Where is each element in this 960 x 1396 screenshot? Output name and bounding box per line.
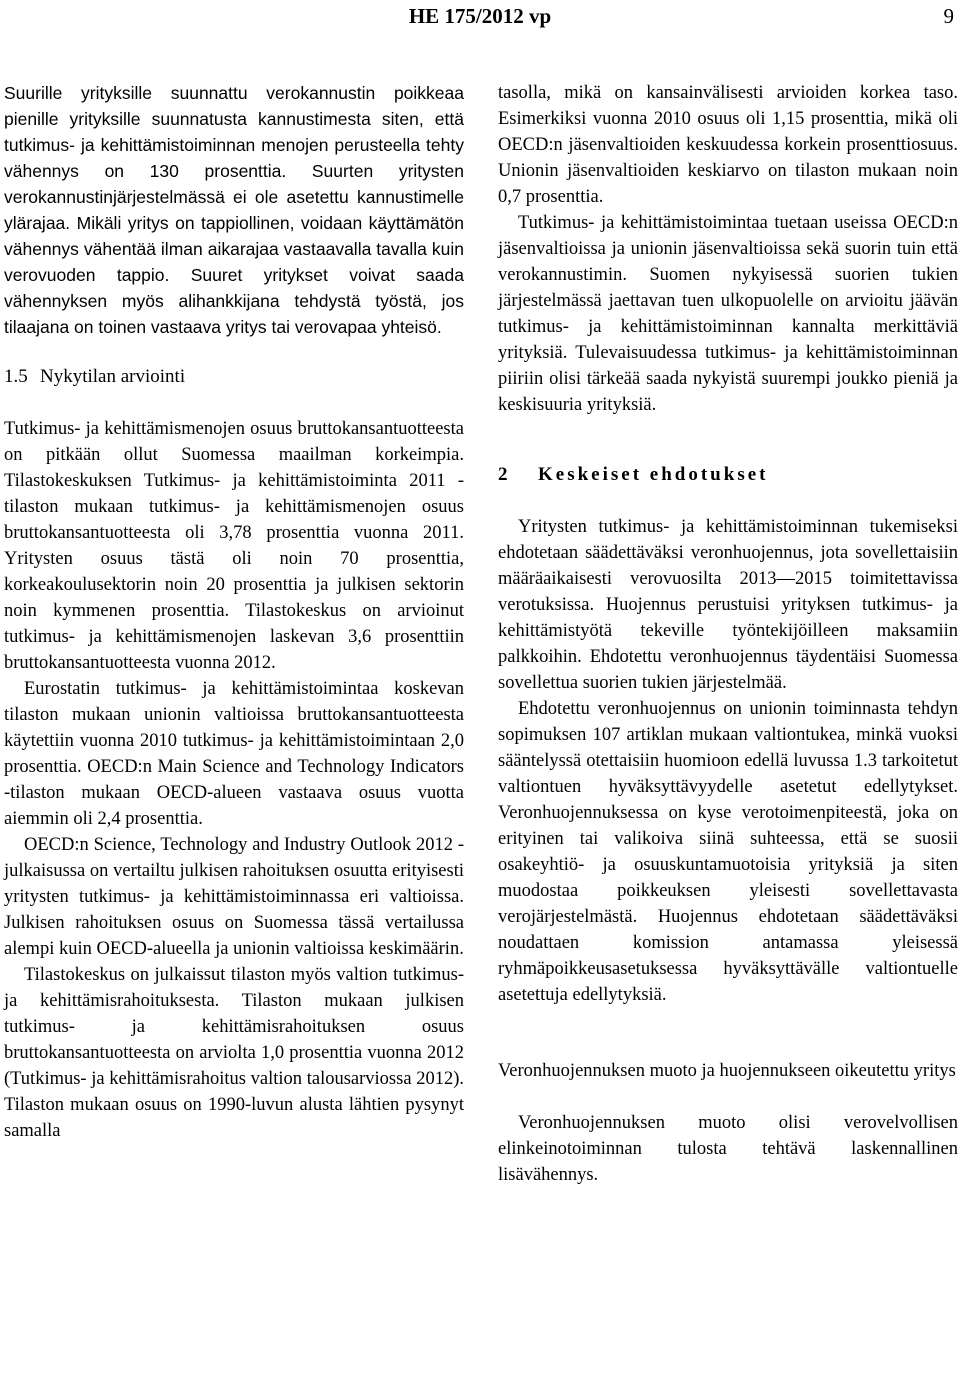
paragraph: Eurostatin tutkimus- ja kehittämistoimintaa koskevan tilaston mukaan unionin valtioissa bruttokansantuotteesta käytettiin vuonna 2010 tutkimus- ja kehittämistoimintaan 2,0 prosenttia. OECD:n Main Science and Technology Indicators -tilaston mukaan OECD-alueen vastaava osuus vuotta aiemmin oli 2,4 prosenttia. [4, 679, 464, 829]
paragraph: Tilastokeskus on julkaissut tilaston myös valtion tutkimus- ja kehittämisrahoituksesta. Tilaston mukaan julkisen tutkimus- ja kehittämisrahoituksen osuus bruttokansantuotteesta on arviolta 1,0 prosenttia vuonna 2012 (Tutkimus- ja kehittämisrahoitus valtion talousarviossa 2012). Tilaston mukaan osuus on 1990-luvun alusta lähtien pysynyt samalla [4, 965, 464, 1141]
paragraph: Ehdotettu veronhuojennus on unionin toiminnasta tehdyn sopimuksen 107 artiklan mukaan valtiontukea, minkä vuoksi sääntelyssä otettaisiin huomioon edellä luvussa 1.3 tarkoitetut valtiontuen hyväksyttävyydelle asetetut edellytykset. Veronhuojennuksessa on kyse verotoimenpiteestä, joka on erityinen tai valikoiva siinä suhteessa, että se suosii osakeyhtiö- ja osuuskuntamuotoisia yrityksiä ja siten muodostaa poikkeuksen yleisesti sovellettavasta verojärjestelmästä. Huojennus ehdotetaan säädettäväksi noudattaen komission antamassa yleisessä ryhmäpoikkeusasetuksessa hyväksyttävälle valtiontuelle asetettuja edellytyksiä. [498, 699, 958, 1005]
section-heading [498, 462, 958, 488]
paragraph: Yritysten tutkimus- ja kehittämistoiminnan tukemiseksi ehdotetaan säädettäväksi veronhuojennus, jota sovellettaisiin määräaikaisesti verovuosilta 2013—2015 toimitettavissa verotuksissa. Huojennus perustuisi yrityksen tutkimus- ja kehittämistyötä tekeville työntekijöilleen maksamiin palkkoihin. Ehdotettu veronhuojennus täydentäisi Suomessa sovellettua suorien tukien järjestelmää. [498, 517, 958, 693]
section-title: Nykytilan arviointi [40, 366, 186, 387]
paragraph: Veronhuojennuksen muoto olisi verovelvollisen elinkeinotoiminnan tulosta tehtävä laskennallinen lisävähennys. [498, 1113, 958, 1185]
document-header: HE 175/2012 vp [408, 4, 552, 28]
paragraph: OECD:n Science, Technology and Industry Outlook 2012 -julkaisussa on vertailtu julkisen rahoituksen osuutta erityisesti yritysten tutkimus- ja kehittämistoiminnassa eri valtioissa. Julkisen rahoituksen osuus on Suomessa tässä vertailussa alempi kuin OECD-alueella ja unionin valtioissa keskimäärin. [4, 835, 464, 959]
paragraph-intro: Suurille yrityksille suunnattu verokannustin poikkeaa pienille yrityksille suunnatusta kannustimesta siten, että tutkimus- ja kehittämistoiminnan menojen perusteella tehty vähennys on 130 prosenttia. Suurten yritysten verokannustinjärjestelmässä ei ole asetettu kannustimelle ylärajaa. Mikäli yritys on tappiollinen, voidaan käyttämätön vähennys vähentää ilman aikarajaa vastaavalla tavalla kuin verovuoden tappio. Suuret yritykset voivat saada vähennyksen myös alihankkijana tehdystä työstä, jos tilaajana on toinen vastaava yritys tai verovapaa yhteisö. [4, 83, 464, 337]
left-column [4, 80, 464, 1144]
subheading: Veronhuojennuksen muoto ja huojennukseen oikeutettu yritys [498, 1061, 956, 1081]
page-number: 9 [943, 4, 954, 28]
section-number: 1.5 [4, 366, 28, 387]
section-title: Keskeiset ehdotukset [538, 464, 769, 485]
paragraph: Tutkimus- ja kehittämismenojen osuus bruttokansantuotteesta on pitkään ollut Suomessa maailman korkeimpia. Tilastokeskuksen Tutkimus- ja kehittämistoiminta 2011 -tilaston mukaan tutkimus- ja kehittämismenojen osuus bruttokansantuotteesta oli 3,78 prosenttia vuonna 2011. Yritysten osuus tästä oli noin 70 prosenttia, korkeakoulusektorin noin 20 prosenttia ja julkisen sektorin noin kymmenen prosenttia. Tilastokeskus on arvioinut tutkimus- ja kehittämismenojen laskevan 3,6 prosenttiin bruttokansantuotteesta vuonna 2012. [4, 419, 464, 673]
right-column [498, 80, 958, 1188]
paragraph: Tutkimus- ja kehittämistoimintaa tuetaan useissa OECD:n jäsenvaltioissa ja unionin jäsenvaltioissa sekä suorin tuin että verokannustimin. Suomen nykyisessä suorien tukien järjestelmässä jaettavan tuen ulkopuolelle on arvioitu jäävän tutkimus- ja kehittämistoiminnan kannalta merkittäviä yrityksiä. Tulevaisuudessa tutkimus- ja kehittämistoiminnan piiriin olisi tärkeää saada nykyistä suurempi joukko pieniä ja keskisuuria yrityksiä. [498, 213, 958, 415]
section-heading [4, 364, 464, 390]
section-number: 2 [498, 464, 508, 485]
paragraph: tasolla, mikä on kansainvälisesti arvioiden korkea taso. Esimerkiksi vuonna 2010 osuus oli 1,15 prosenttia, mikä oli OECD:n jäsenvaltioiden keskuudessa korkein prosenttiosuus. Unionin jäsenvaltioiden keskiarvo on tilaston mukaan noin 0,7 prosenttia. [498, 83, 958, 207]
